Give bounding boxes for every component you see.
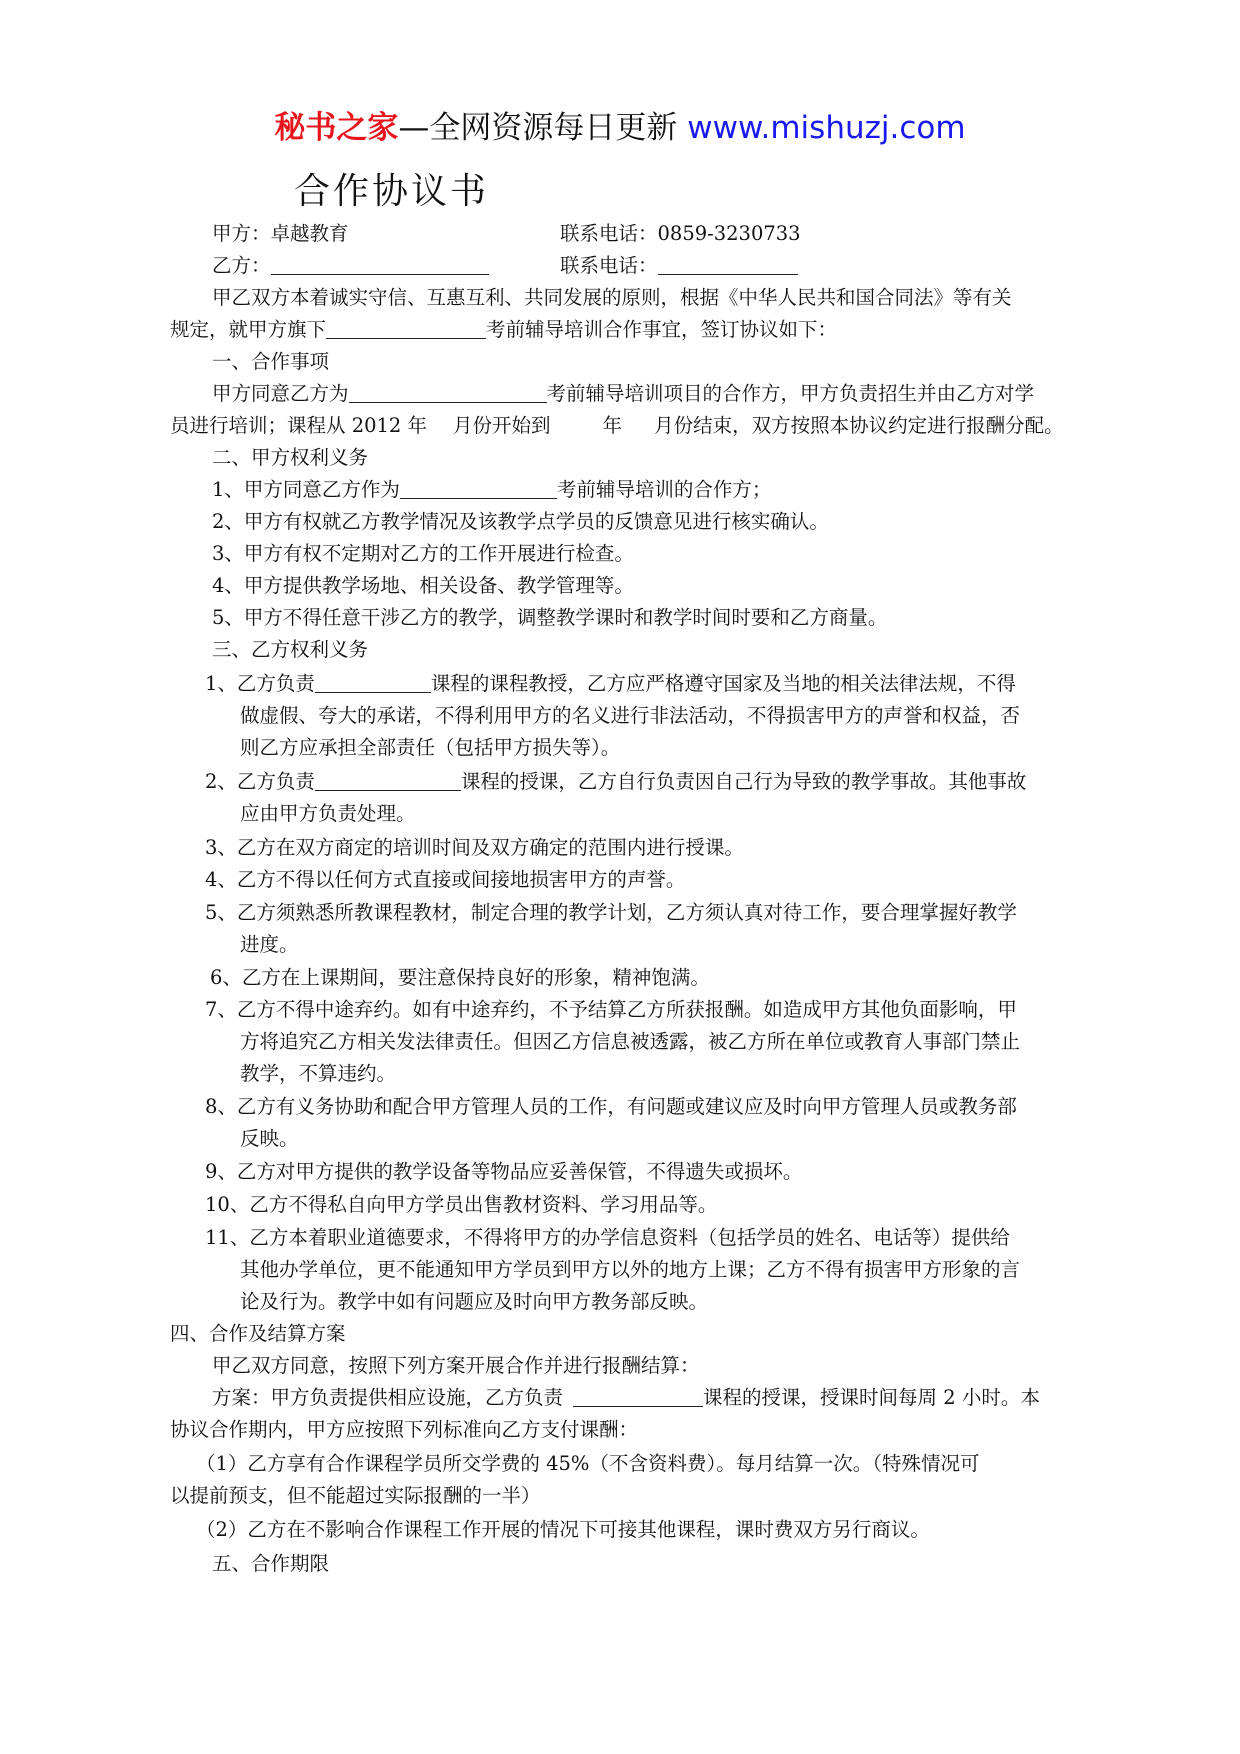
s3-item-7-cont-1: 方将追究乙方相关发法律责任。但因乙方信息被透露，被乙方所在单位或教育人事部门禁止: [240, 1030, 1021, 1053]
s4-line-3: 协议合作期内，甲方应按照下列标准向乙方支付课酬：: [170, 1418, 639, 1441]
s4-line-1: 甲乙双方同意，按照下列方案开展合作并进行报酬结算：: [212, 1354, 700, 1377]
s4-course-blank[interactable]: [573, 1386, 703, 1407]
site-tagline: —全网资源每日更新: [398, 110, 678, 146]
program-blank[interactable]: [326, 318, 486, 339]
intro-line-1: 甲乙双方本着诚实守信、互惠互利、共同发展的原则，根据《中华人民共和国合同法》等有关: [212, 286, 1012, 309]
s4-line-2: [212, 1382, 1040, 1414]
s2-text: 考前辅导培训的合作方；: [556, 478, 772, 501]
s3-course-blank-2[interactable]: [315, 770, 461, 791]
party-a-name: 卓越教育: [270, 222, 349, 245]
section-5-heading: 五、合作期限: [212, 1552, 330, 1575]
s3-item-9: 9、乙方对甲方提供的教学设备等物品应妥善保管，不得遗失或损坏。: [205, 1160, 803, 1183]
s3-item-4: 4、乙方不得以任何方式直接或间接地损害甲方的声誉。: [205, 868, 686, 891]
section-3-heading: 三、乙方权利义务: [212, 638, 369, 661]
s2-item-1: [212, 474, 771, 506]
s3-item-1-cont-2: 则乙方应承担全部责任（包括甲方损失等）。: [240, 736, 621, 759]
s3-item-6: 6、乙方在上课期间，要注意保持良好的形象，精神饱满。: [210, 966, 710, 989]
s4-text: 方案：甲方负责提供相应设施，乙方负责: [212, 1386, 564, 1409]
s3-item-8: 8、乙方有义务协助和配合甲方管理人员的工作，有问题或建议应及时向甲方管理人员或教务部: [205, 1095, 1017, 1118]
s4-point-1: （1）乙方享有合作课程学员所交学费的 45%（不含资料费）。每月结算一次。（特殊情况可: [196, 1452, 980, 1475]
s3-item-3: 3、乙方在双方商定的培训时间及双方确定的范围内进行授课。: [205, 836, 744, 859]
s3-item-1: [205, 668, 1016, 700]
s4-text: 课程的授课，授课时间每周 2 小时。本: [703, 1386, 1040, 1409]
s3-text: 2、乙方负责: [205, 770, 315, 793]
party-a-phone-line: [560, 218, 801, 250]
s3-item-8-cont: 反映。: [240, 1127, 299, 1150]
site-brand: 秘书之家: [274, 110, 399, 146]
party-b-line: [212, 250, 489, 282]
party-a-line: [212, 218, 349, 250]
party-b-phone-blank[interactable]: [658, 254, 798, 275]
site-header: [0, 102, 1240, 147]
s3-item-7-cont-2: 教学，不算违约。: [240, 1062, 397, 1085]
s1-line-1: [212, 378, 1034, 410]
s2-item-5: 5、甲方不得任意干涉乙方的教学，调整教学课时和教学时间时要和乙方商量。: [212, 606, 888, 629]
s3-item-10: 10、乙方不得私自向甲方学员出售教材资料、学习用品等。: [205, 1193, 718, 1216]
site-url-link[interactable]: www.mishuzj.com: [687, 110, 966, 146]
s3-text: 课程的课程教授，乙方应严格遵守国家及当地的相关法律法规，不得: [430, 672, 1016, 695]
party-a-label: 甲方：: [212, 222, 271, 245]
s1-text: 员进行培训；课程从 2012 年: [170, 414, 428, 437]
document-title: 合作协议书: [294, 171, 490, 212]
party-b-label: 乙方：: [212, 254, 271, 277]
party-b-name-blank[interactable]: [271, 254, 489, 275]
s1-text: 考前辅导培训项目的合作方，甲方负责招生并由乙方对学: [546, 382, 1035, 405]
s2-partner-blank[interactable]: [400, 478, 557, 499]
s3-text: 1、乙方负责: [205, 672, 315, 695]
s2-item-4: 4、甲方提供教学场地、相关设备、教学管理等。: [212, 574, 634, 597]
party-a-phone: 0859-3230733: [657, 222, 801, 245]
s2-item-3: 3、甲方有权不定期对乙方的工作开展进行检查。: [212, 542, 634, 565]
intro-text: 规定，就甲方旗下: [170, 318, 327, 341]
s3-item-2-cont: 应由甲方负责处理。: [240, 802, 416, 825]
intro-text: 考前辅导培训合作事宜，签订协议如下：: [486, 318, 838, 341]
s3-text: 课程的授课，乙方自行负责因自己行为导致的教学事故。其他事故: [460, 770, 1027, 793]
s3-course-blank-1[interactable]: [315, 672, 431, 693]
party-b-phone-line: [560, 250, 798, 282]
s3-item-2: [205, 766, 1026, 798]
s3-item-5-cont: 进度。: [240, 933, 299, 956]
intro-line-2: [170, 314, 837, 346]
s3-item-11-cont-2: 论及行为。教学中如有问题应及时向甲方教务部反映。: [240, 1290, 709, 1313]
s3-item-1-cont-1: 做虚假、夸大的承诺，不得利用甲方的名义进行非法活动，不得损害甲方的声誉和权益，否: [240, 704, 1021, 727]
section-1-heading: 一、合作事项: [212, 350, 330, 373]
s1-line-2: [170, 410, 1064, 442]
s4-point-2: （2）乙方在不影响合作课程工作开展的情况下可接其他课程，课时费双方另行商议。: [196, 1518, 930, 1541]
s3-item-11-cont-1: 其他办学单位，更不能通知甲方学员到甲方以外的地方上课；乙方不得有损害甲方形象的言: [240, 1258, 1021, 1281]
s1-text: 月份开始到: [453, 414, 551, 437]
s2-text: 1、甲方同意乙方作为: [212, 478, 400, 501]
s2-item-2: 2、甲方有权就乙方教学情况及该教学点学员的反馈意见进行核实确认。: [212, 510, 829, 533]
s1-text: 甲方同意乙方为: [212, 382, 349, 405]
section-4-heading: 四、合作及结算方案: [170, 1322, 346, 1345]
s3-item-7: 7、乙方不得中途弃约。如有中途弃约，不予结算乙方所获报酬。如造成甲方其他负面影响，甲: [205, 998, 1017, 1021]
section-2-heading: 二、甲方权利义务: [212, 446, 369, 469]
s1-text: 月份结束，双方按照本协议约定进行报酬分配。: [654, 414, 1064, 437]
s4-point-1-cont: 以提前预支，但不能超过实际报酬的一半）: [170, 1484, 541, 1507]
s3-item-11: 11、乙方本着职业道德要求，不得将甲方的办学信息资料（包括学员的姓名、电话等）提供给: [205, 1226, 1010, 1249]
s1-project-blank[interactable]: [349, 382, 547, 403]
party-b-phone-label: 联系电话：: [560, 254, 658, 277]
s3-item-5: 5、乙方须熟悉所教课程教材，制定合理的教学计划，乙方须认真对待工作，要合理掌握好教学: [205, 901, 1017, 924]
s1-text: 年: [602, 414, 623, 437]
party-a-phone-label: 联系电话：: [560, 222, 658, 245]
